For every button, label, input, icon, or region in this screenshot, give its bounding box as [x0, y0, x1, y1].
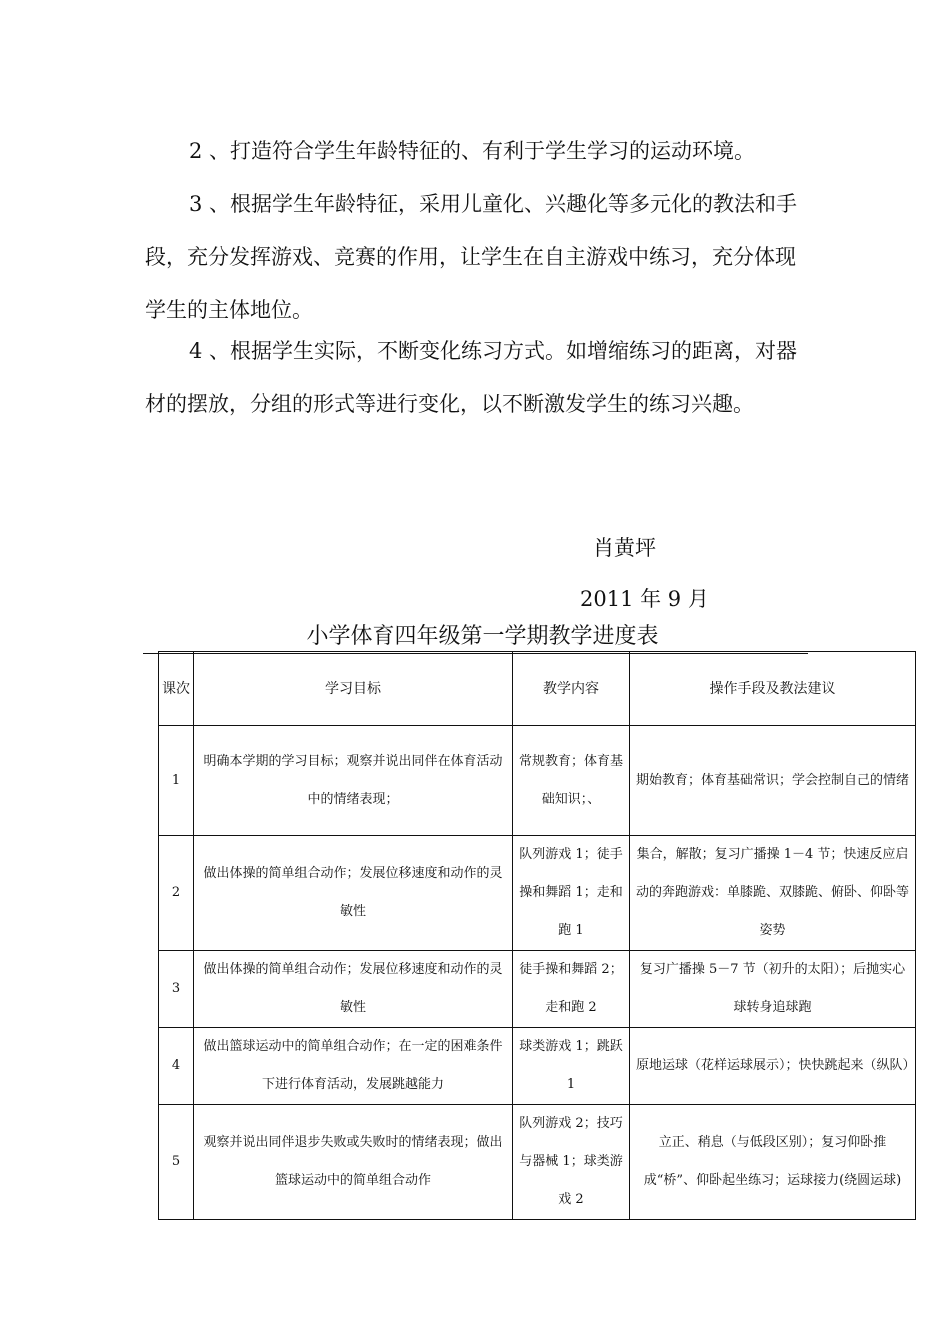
table-row — [159, 1105, 916, 1220]
lesson-number: 4 — [159, 1028, 194, 1105]
table-row — [159, 836, 916, 951]
signature-date: 2011 年 9 月 — [580, 587, 709, 611]
header-content: 教学内容 — [513, 652, 630, 726]
lesson-method: 集合，解散；复习广播操 1－4 节；快速反应启动的奔跑游戏：单膝跪、双膝跪、俯卧、仰卧等姿势 — [630, 836, 916, 951]
lesson-number: 5 — [159, 1105, 194, 1220]
lesson-method: 复习广播操 5－7 节（初升的太阳）；后抛实心球转身追球跑 — [630, 951, 916, 1028]
lesson-number: 1 — [159, 726, 194, 836]
author-name: 肖黄坪 — [593, 536, 656, 560]
lesson-content: 队列游戏 2；技巧与器械 1；球类游戏 2 — [513, 1105, 630, 1220]
lesson-goal: 做出体操的简单组合动作；发展位移速度和动作的灵敏性 — [194, 951, 513, 1028]
lesson-content: 队列游戏 1；徒手操和舞蹈 1；走和跑 1 — [513, 836, 630, 951]
table-title-text: 小学体育四年级第一学期教学进度表 — [306, 624, 659, 649]
lesson-goal: 明确本学期的学习目标；观察并说出同伴在体育活动中的情绪表现； — [194, 726, 513, 836]
header-lesson: 课次 — [159, 652, 194, 726]
table-row — [159, 726, 916, 836]
lesson-number: 3 — [159, 951, 194, 1028]
lesson-method: 期始教育；体育基础常识；学会控制自己的情绪 — [630, 726, 916, 836]
paragraph-3: 3 、根据学生年龄特征，采用儿童化、兴趣化等多元化的教法和手段，充分发挥游戏、竞赛的作用，让学生在自主游戏中练习，充分体现学生的主体地位。 — [145, 192, 798, 322]
header-method: 操作手段及教法建议 — [630, 652, 916, 726]
table-row — [159, 951, 916, 1028]
lesson-goal: 做出篮球运动中的简单组合动作；在一定的困难条件下进行体育活动，发展跳越能力 — [194, 1028, 513, 1105]
lesson-content: 常规教育；体育基础知识；、 — [513, 726, 630, 836]
lesson-goal: 观察并说出同伴退步失败或失败时的情绪表现；做出篮球运动中的简单组合动作 — [194, 1105, 513, 1220]
lesson-content: 球类游戏 1；跳跃 1 — [513, 1028, 630, 1105]
table-title — [143, 622, 808, 654]
table-header-row — [159, 652, 916, 726]
lesson-goal: 做出体操的简单组合动作；发展位移速度和动作的灵敏性 — [194, 836, 513, 951]
lesson-content: 徒手操和舞蹈 2；走和跑 2 — [513, 951, 630, 1028]
paragraph-4: 4 、根据学生实际，不断变化练习方式。如增缩练习的距离，对器材的摆放，分组的形式等进行变化，以不断激发学生的练习兴趣。 — [145, 339, 798, 416]
table-row — [159, 1028, 916, 1105]
paragraph-2: 2 、打造符合学生年龄特征的、有利于学生学习的运动环境。 — [189, 139, 756, 163]
schedule-table — [158, 651, 916, 1220]
lesson-method: 原地运球（花样运球展示）；快快跳起来（纵队） — [630, 1028, 916, 1105]
header-goal: 学习目标 — [194, 652, 513, 726]
lesson-method: 立正、稍息（与低段区别）；复习仰卧推成“桥”、仰卧起坐练习；运球接力(绕圆运球) — [630, 1105, 916, 1220]
lesson-number: 2 — [159, 836, 194, 951]
